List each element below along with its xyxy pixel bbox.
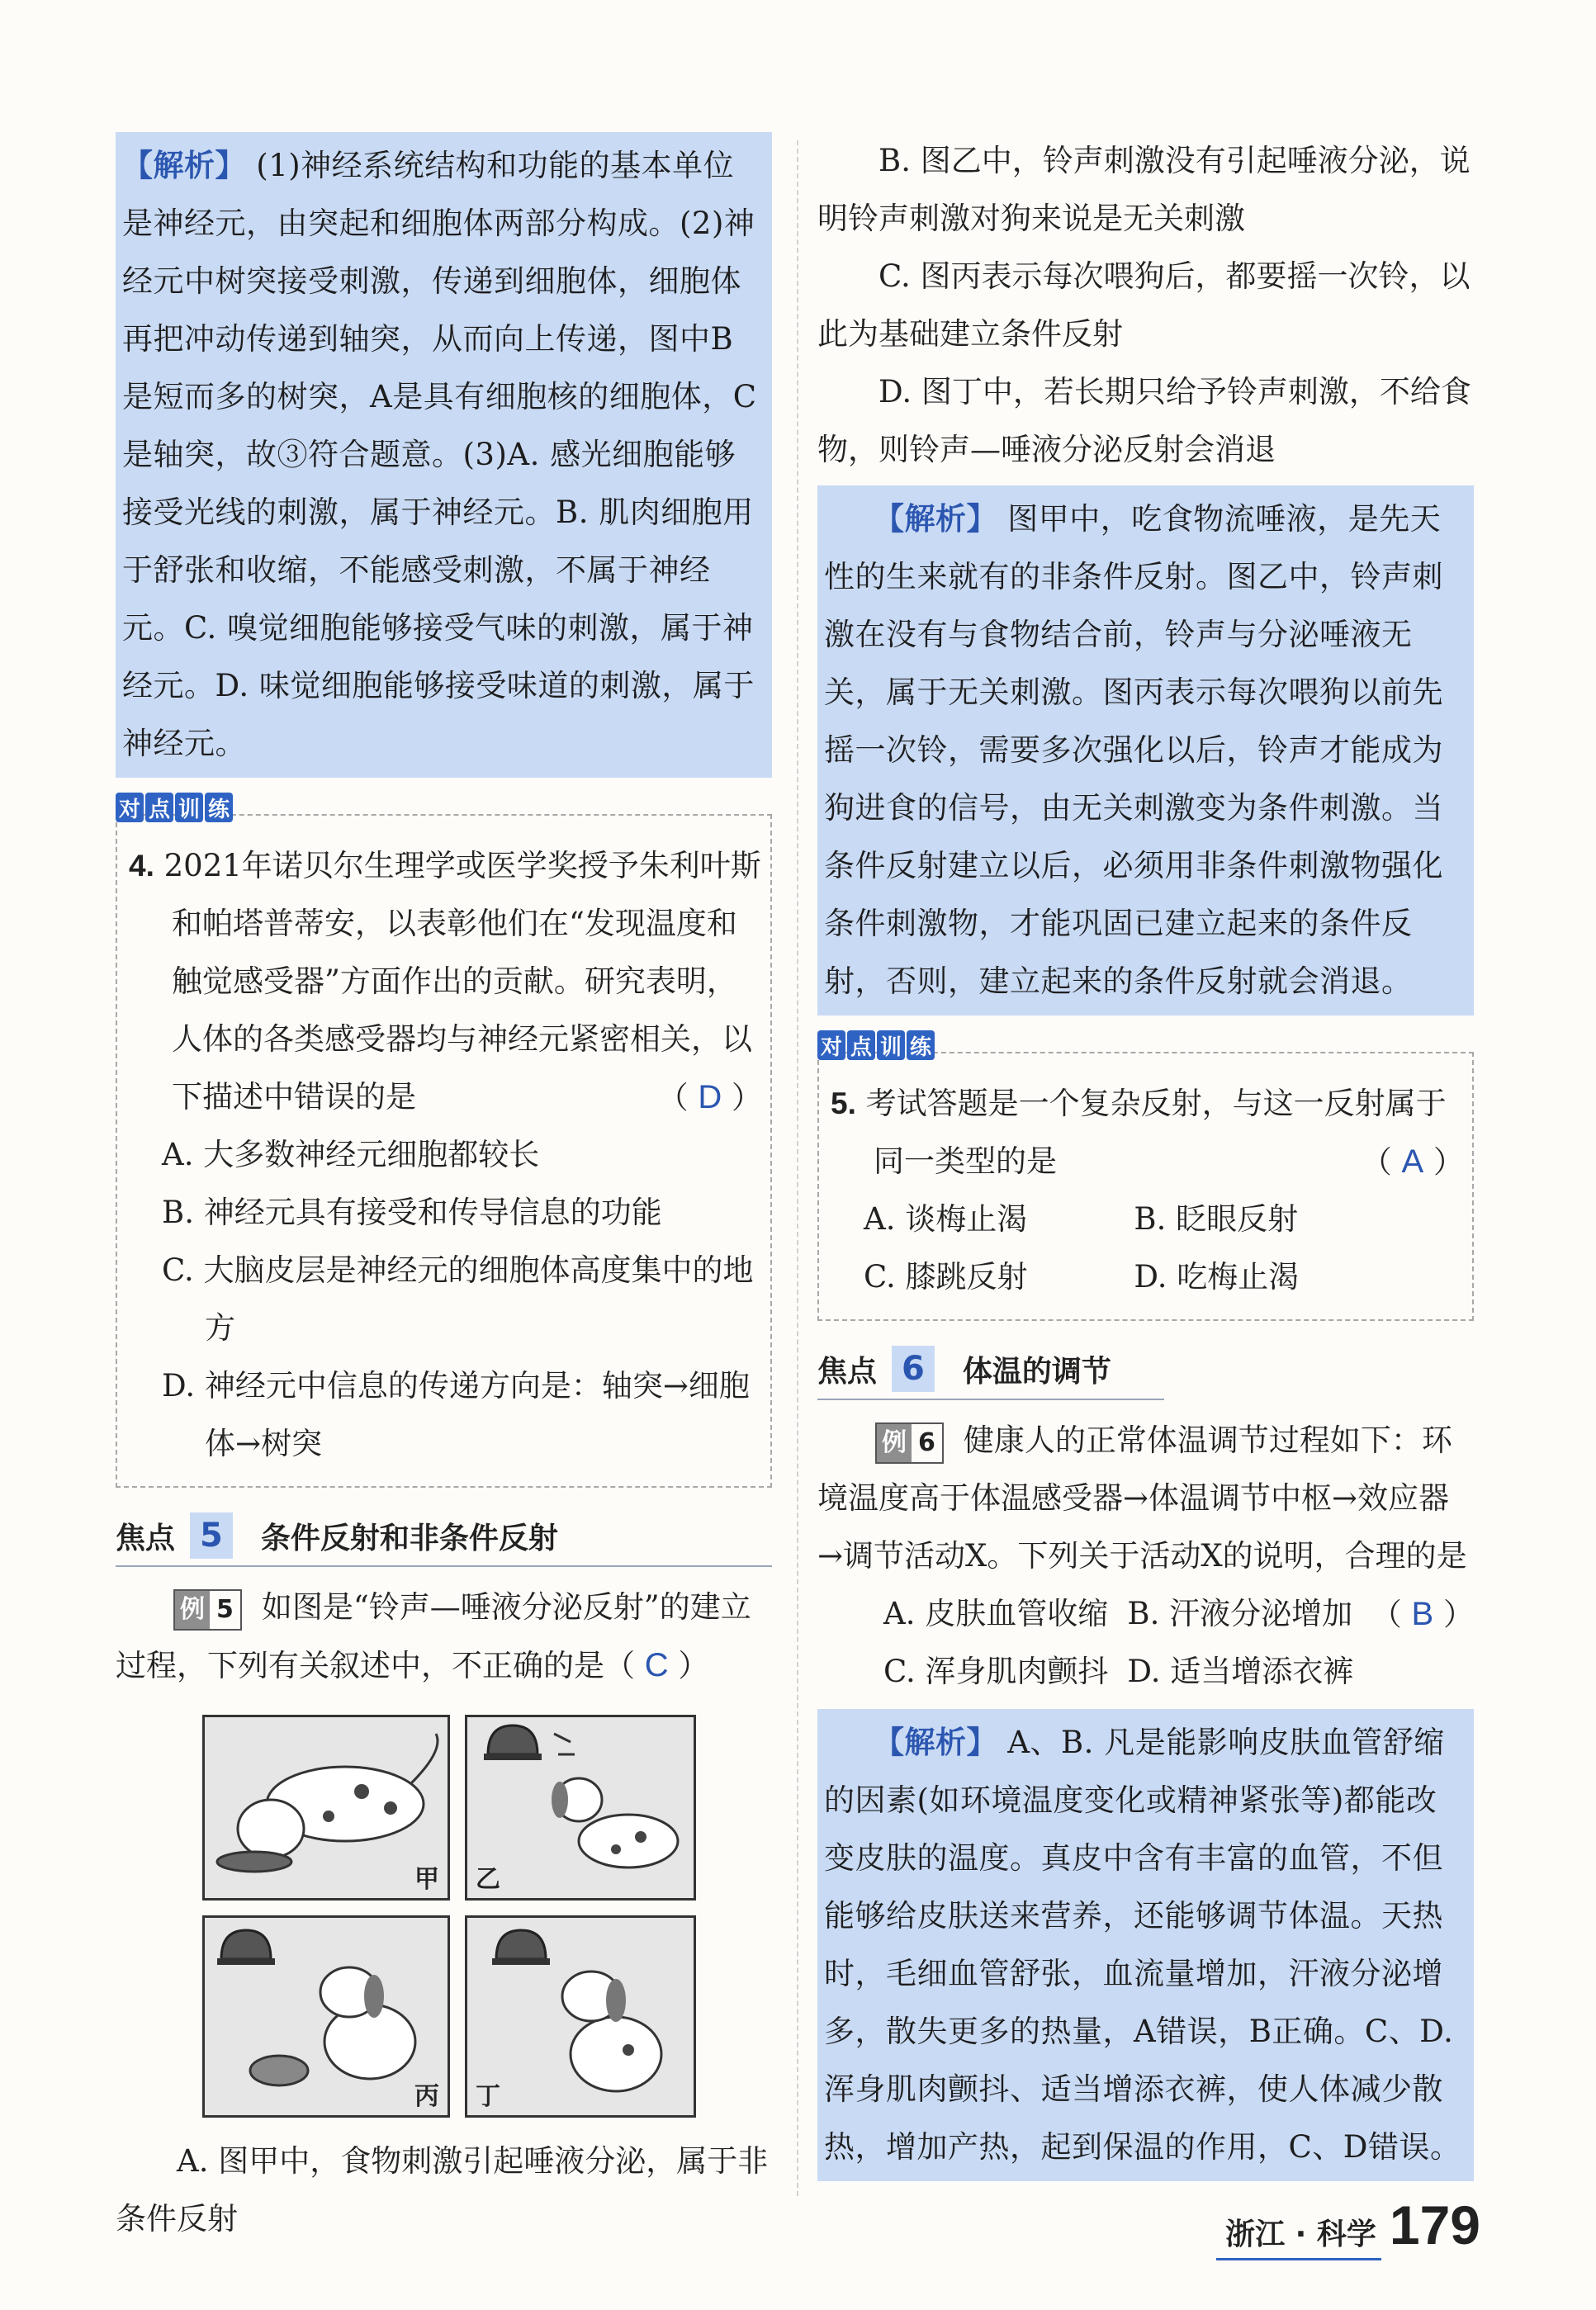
answer: A bbox=[1401, 1143, 1424, 1180]
badge-char: 对 bbox=[817, 1030, 845, 1060]
question-4-stem: 4. 2021年诺贝尔生理学或医学奖授予朱利叶斯和帕塔普蒂安，以表彰他们在“发现温度和触觉感受器”方面作出的贡献。研究表明，人体的各类感受器均与神经元紧密相关，以下描述中错误的是 （ D ） bbox=[129, 848, 762, 1115]
badge-char: 训 bbox=[175, 793, 203, 822]
analysis-text: A、B. 凡是能影响皮肤血管舒缩的因素(如环境温度变化或精神紧张等)都能改变皮肤的温度。真皮中含有丰富的血管，不但能够给皮肤送来营养，还能够调节体温。天热时，毛细血管舒张，血流量增加，汗液分泌增多，散失更多的热量，A错误，B正确。C、D. 浑身肌肉颤抖、适当增添衣裤，使人体减少散热，增加产热，起到保温的作用，C、D错误。 bbox=[824, 1725, 1461, 2165]
badge-char: 练 bbox=[205, 793, 233, 822]
analysis-block-3 bbox=[817, 1709, 1474, 2181]
option-d: D. 神经元中信息的传递方向是：轴突→细胞体→树突 bbox=[162, 1368, 750, 1461]
option-d: D. 吃梅止渴 bbox=[1134, 1259, 1300, 1295]
dog-bell-illustration bbox=[467, 1717, 696, 1901]
dog-bell-food-illustration bbox=[205, 1918, 450, 2118]
option-d: D. 适当增添衣裤 bbox=[1127, 1654, 1354, 1689]
panel-caption: 丙 bbox=[414, 2082, 439, 2111]
analysis-tag: 【解析】 bbox=[122, 148, 246, 183]
dog-reflex-figure bbox=[202, 1715, 772, 2118]
panel-bing bbox=[202, 1915, 450, 2118]
panel-yi bbox=[465, 1715, 696, 1901]
badge-char: 对 bbox=[116, 793, 144, 822]
analysis-block-2 bbox=[817, 485, 1474, 1015]
option-b: B. 汗液分泌增加 bbox=[1127, 1596, 1353, 1631]
example-5-option-d: D. 图丁中，若长期只给予铃声刺激，不给食物，则铃声—唾液分泌反射会消退 bbox=[817, 374, 1471, 467]
example-6-options bbox=[817, 1585, 1371, 1701]
option-a: A. 皮肤血管收缩 bbox=[883, 1596, 1109, 1631]
analysis-tag: 【解析】 bbox=[874, 501, 997, 537]
option-a: A. 大多数神经元细胞都较长 bbox=[162, 1137, 540, 1172]
option-b: B. 眨眼反射 bbox=[1134, 1201, 1299, 1237]
example-char: 例 bbox=[877, 1424, 912, 1462]
example-stem: 如图是“铃声—唾液分泌反射”的建立过程，下列有关叙述中，不正确的是 bbox=[116, 1589, 751, 1683]
example-number: 6 bbox=[918, 1427, 935, 1457]
badge-char: 点 bbox=[847, 1030, 875, 1060]
example-label bbox=[875, 1422, 944, 1464]
analysis-text: 图甲中，吃食物流唾液，是先天性的生来就有的非条件反射。图乙中，铃声刺激在没有与食物结合前，铃声与分泌唾液无关，属于无关刺激。图丙表示每次喂狗以前先摇一次铃，需要多次强化以后，铃声才能成为狗进食的信号，由无关刺激变为条件刺激。当条件反射建立以后，必须用非条件刺激物强化条件刺激物，才能巩固已建立起来的条件反射，否则，建立起来的条件反射就会消退。 bbox=[824, 501, 1443, 999]
example-5-option-b: B. 图乙中，铃声刺激没有引起唾液分泌，说明铃声刺激对狗来说是无关刺激 bbox=[817, 143, 1470, 236]
option-c: C. 大脑皮层是神经元的细胞体高度集中的地方 bbox=[162, 1252, 754, 1346]
focus-title: 条件反射和非条件反射 bbox=[260, 1521, 558, 1555]
focus-number: 6 bbox=[892, 1346, 935, 1392]
question-5-box bbox=[817, 1052, 1474, 1321]
question-5-stem: 5. 考试答题是一个复杂反射，与这一反射属于同一类型的是 （ A ） bbox=[831, 1086, 1464, 1180]
page-number: 179 bbox=[1389, 2194, 1480, 2256]
example-stem: 健康人的正常体温调节过程如下：环境温度高于体温感受器→体温调节中枢→效应器→调节活动X。下列关于活动X的说明，合理的是 bbox=[817, 1422, 1467, 1574]
panel-caption: 丁 bbox=[476, 2082, 500, 2111]
badge-char: 练 bbox=[907, 1030, 935, 1060]
answer: D bbox=[698, 1079, 722, 1115]
option-c: C. 膝跳反射 bbox=[864, 1259, 1028, 1295]
option-a: A. 谈梅止渴 bbox=[864, 1201, 1028, 1237]
question-text: 2021年诺贝尔生理学或医学奖授予朱利叶斯和帕塔普蒂安，以表彰他们在“发现温度和触觉感受器”方面作出的贡献。研究表明，人体的各类感受器均与神经元紧密相关，以下描述中错误的是 bbox=[154, 848, 761, 1115]
question-5-options bbox=[831, 1191, 1404, 1306]
example-6: 例 6 健康人的正常体温调节过程如下：环境温度高于体温感受器→体温调节中枢→效应器→调节活动X。下列关于活动X的说明，合理的是 （ B ） bbox=[817, 1412, 1474, 1585]
focus-5-heading bbox=[116, 1509, 772, 1567]
training-badge bbox=[817, 1030, 1474, 1060]
dog-bell-only-illustration bbox=[467, 1918, 696, 2118]
footer-accent-line bbox=[1216, 2258, 1381, 2260]
focus-number: 5 bbox=[190, 1512, 233, 1559]
analysis-text: (1)神经系统结构和功能的基本单位是神经元，由突起和细胞体两部分构成。(2)神经元中树突接受刺激，传递到细胞体，细胞体再把冲动传递到轴突，从而向上传递，图中B是短而多的树突，A是具有细胞核的细胞体，C是轴突，故③符合题意。(3)A. 感光细胞能够接受光线的刺激，属于神经元。B. 肌肉细胞用于舒张和收缩，不能感受刺激，不属于神经元。C. 嗅觉细胞能够接受气味的刺激，属于神经元。D. 味觉细胞能够接受味道的刺激，属于神经元。 bbox=[122, 148, 757, 761]
focus-6-heading bbox=[817, 1342, 1164, 1400]
question-4-box bbox=[116, 814, 772, 1488]
badge-char: 训 bbox=[877, 1030, 905, 1060]
column-divider bbox=[797, 140, 798, 2196]
left-column bbox=[116, 132, 772, 2248]
example-label bbox=[173, 1589, 242, 1631]
focus-label: 焦点 bbox=[817, 1354, 878, 1389]
panel-caption: 甲 bbox=[414, 1865, 439, 1894]
focus-label: 焦点 bbox=[116, 1521, 176, 1555]
panel-ding bbox=[465, 1915, 696, 2118]
panel-caption: 乙 bbox=[476, 1865, 500, 1894]
example-char: 例 bbox=[175, 1591, 210, 1629]
answer: C bbox=[644, 1647, 669, 1683]
analysis-block-1 bbox=[116, 132, 772, 778]
analysis-tag: 【解析】 bbox=[874, 1725, 997, 1760]
question-number: 5. bbox=[831, 1086, 856, 1120]
dog-eating-illustration bbox=[205, 1717, 450, 1901]
example-5: 例 5 如图是“铃声—唾液分泌反射”的建立过程，下列有关叙述中，不正确的是（ C ） bbox=[116, 1579, 772, 1695]
question-text: 考试答题是一个复杂反射，与这一反射属于同一类型的是 bbox=[855, 1086, 1447, 1179]
example-5-option-a: A. 图甲中，食物刺激引起唾液分泌，属于非条件反射 bbox=[116, 2143, 769, 2237]
example-5-option-c: C. 图丙表示每次喂狗后，都要摇一次铃，以此为基础建立条件反射 bbox=[817, 258, 1470, 352]
option-c: C. 浑身肌肉颤抖 bbox=[883, 1654, 1109, 1689]
right-column bbox=[817, 132, 1474, 2181]
footer-subject: 浙江 · 科学 bbox=[1225, 2218, 1376, 2251]
badge-char: 点 bbox=[145, 793, 173, 822]
focus-title: 体温的调节 bbox=[962, 1354, 1111, 1389]
answer: B bbox=[1411, 1596, 1434, 1632]
panel-jia bbox=[202, 1715, 450, 1901]
question-number: 4. bbox=[129, 849, 154, 883]
option-b: B. 神经元具有接受和传导信息的功能 bbox=[162, 1195, 662, 1230]
example-number: 5 bbox=[216, 1594, 234, 1624]
page-footer bbox=[1225, 2194, 1480, 2256]
training-badge bbox=[116, 793, 772, 822]
